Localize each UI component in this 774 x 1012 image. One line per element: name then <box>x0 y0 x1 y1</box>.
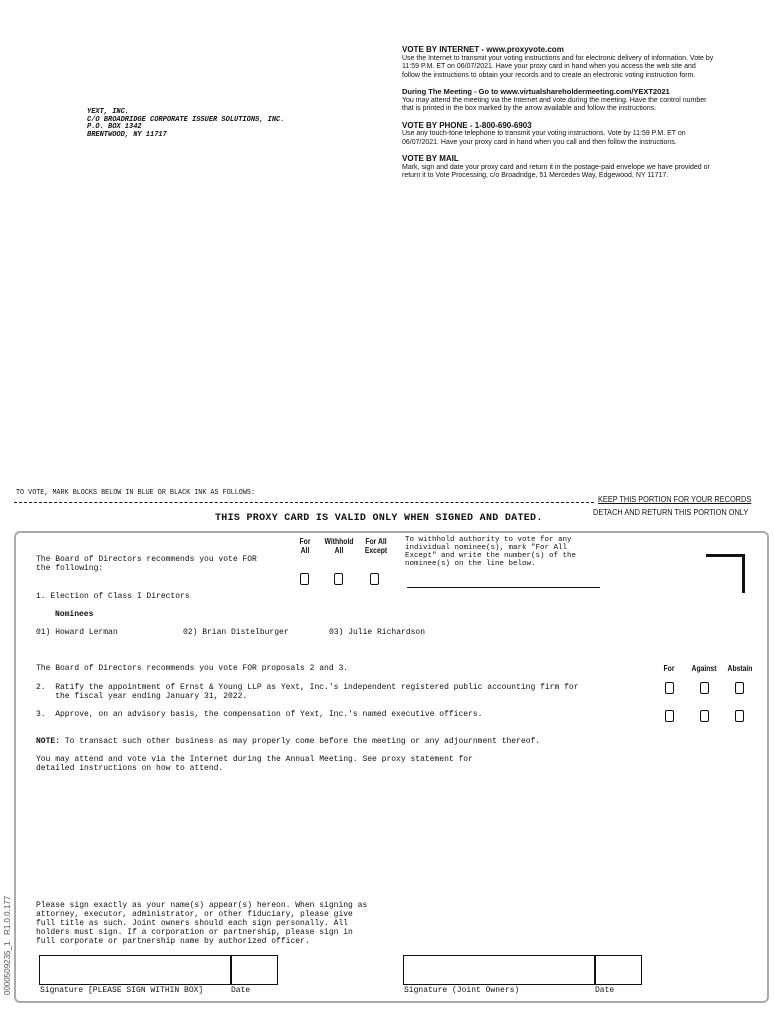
col-for: For <box>663 664 675 673</box>
date-label: Date <box>231 986 251 995</box>
return-address <box>87 109 347 139</box>
directors-item: 1. Election of Class I Directors <box>36 592 190 601</box>
nominee: 02) Brian Distelburger <box>183 628 289 637</box>
valid-notice: THIS PROXY CARD IS VALID ONLY WHEN SIGNED AND DATED. <box>215 513 543 524</box>
proposal-2-against-checkbox[interactable] <box>700 682 709 694</box>
address-line: P.O. BOX 1342 <box>87 123 142 131</box>
note <box>36 737 540 746</box>
vote-mail <box>402 155 714 181</box>
nominee: 03) Julie Richardson <box>329 628 426 637</box>
for-all-except-checkbox[interactable] <box>370 573 379 585</box>
vote-meeting <box>402 88 714 114</box>
control-number-arrow-corner <box>706 554 745 593</box>
nominees-label: Nominees <box>55 610 94 619</box>
vote-phone <box>402 122 714 148</box>
note-text: To transact such other business as may properly come before the meeting or any adjournment thereof. <box>60 737 541 746</box>
detach-line <box>14 502 594 503</box>
signature-label: Signature [PLEASE SIGN WITHIN BOX] <box>40 986 204 995</box>
proposal-3: 3. Approve, on an advisory basis, the compensation of Yext, Inc.'s named executive officers. <box>36 710 483 719</box>
vote-internet-title: VOTE BY INTERNET - www.proxyvote.com <box>402 45 564 54</box>
joint-signature-label: Signature (Joint Owners) <box>404 986 520 995</box>
col-for-all-except: For All Except <box>364 537 388 555</box>
signature-box[interactable] <box>39 955 232 985</box>
withhold-note: To withhold authority to vote for any individual nominee(s), mark "For All Except" and write the number(s) of the nominee(s) on the line below. <box>405 536 577 568</box>
vote-phone-body: Use any touch-tone telephone to transmit your voting instructions. Vote by 11:59 P.M. ET on 06/07/2021. Have your proxy card in hand when you call and then follow the instructions. <box>402 130 686 146</box>
sign-instructions: Please sign exactly as your name(s) appear(s) hereon. When signing as attorney, executor, administrator, or other fiduciary, please give full title as such. Joint owners should each sign personally. All holders must sign. If a corporation or partnership, please sign in full corporate or partnership name by authorized officer. <box>36 901 368 946</box>
vote-meeting-title: During The Meeting - Go to www.virtualshareholdermeeting.com/YEXT2021 <box>402 87 670 96</box>
address-line: BRENTWOOD, NY 11717 <box>87 130 167 139</box>
joint-signature-box[interactable] <box>403 955 596 985</box>
voting-methods <box>402 46 714 181</box>
side-code: 0000509235_1 R1.0.0.177 <box>3 895 12 995</box>
proposal-2-for-checkbox[interactable] <box>665 682 674 694</box>
vote-internet <box>402 46 714 80</box>
nominee-exception-line[interactable] <box>407 587 600 588</box>
withhold-all-checkbox[interactable] <box>334 573 343 585</box>
proposal-3-for-checkbox[interactable] <box>665 710 674 722</box>
joint-date-label: Date <box>595 986 615 995</box>
attend-note: You may attend and vote via the Internet during the Annual Meeting. See proxy statement for detailed instructions on how to attend. <box>36 755 473 773</box>
vote-mail-body: Mark, sign and date your proxy card and return it in the postage-paid envelope we have provided or return it to Vote Processing, c/o Broadridge, 51 Mercedes Way, Edgewood, NY 11717. <box>402 163 710 179</box>
proposal-3-against-checkbox[interactable] <box>700 710 709 722</box>
vote-phone-title: VOTE BY PHONE - 1-800-690-6903 <box>402 120 532 130</box>
ink-instruction: TO VOTE, MARK BLOCKS BELOW IN BLUE OR BLACK INK AS FOLLOWS: <box>16 489 255 497</box>
address-line: C/O BROADRIDGE CORPORATE ISSUER SOLUTIONS, INC. <box>87 115 285 124</box>
proposal-2: 2. Ratify the appointment of Ernst & Young LLP as Yext, Inc.'s independent registered public accounting firm for the fiscal year ending January 31, 2022. <box>36 683 579 701</box>
col-withhold-all: Withhold All <box>324 537 354 555</box>
col-against: Against <box>691 664 717 673</box>
detach-portion-label: DETACH AND RETURN THIS PORTION ONLY <box>593 508 749 517</box>
date-box[interactable] <box>230 955 278 985</box>
vote-mail-title: VOTE BY MAIL <box>402 154 459 163</box>
col-for-all: For All <box>299 537 311 555</box>
vote-meeting-body: You may attend the meeting via the Internet and vote during the meeting. Have the control number that is printed in the box marked by the arrow available and follow the instructions. <box>402 96 707 112</box>
directors-recommendation: The Board of Directors recommends you vote FOR the following: <box>36 555 257 573</box>
address-line: YEXT, INC. <box>87 108 130 116</box>
note-label: NOTE: <box>36 737 61 746</box>
vote-internet-body: Use the Internet to transmit your voting instructions and for electronic delivery of information. Vote by 11:59 P.M. ET on 06/07/2021. Have your proxy card in hand when you access the web site and follow the instructions to obtain your records and to create an electronic voting instruction form. <box>402 54 714 79</box>
proposal-3-abstain-checkbox[interactable] <box>735 710 744 722</box>
keep-portion-label: KEEP THIS PORTION FOR YOUR RECORDS <box>598 495 752 504</box>
nominee: 01) Howard Lerman <box>36 628 118 637</box>
proposal-2-abstain-checkbox[interactable] <box>735 682 744 694</box>
joint-date-box[interactable] <box>594 955 642 985</box>
for-all-checkbox[interactable] <box>300 573 309 585</box>
col-abstain: Abstain <box>727 664 753 673</box>
proposals-recommendation: The Board of Directors recommends you vote FOR proposals 2 and 3. <box>36 664 349 673</box>
